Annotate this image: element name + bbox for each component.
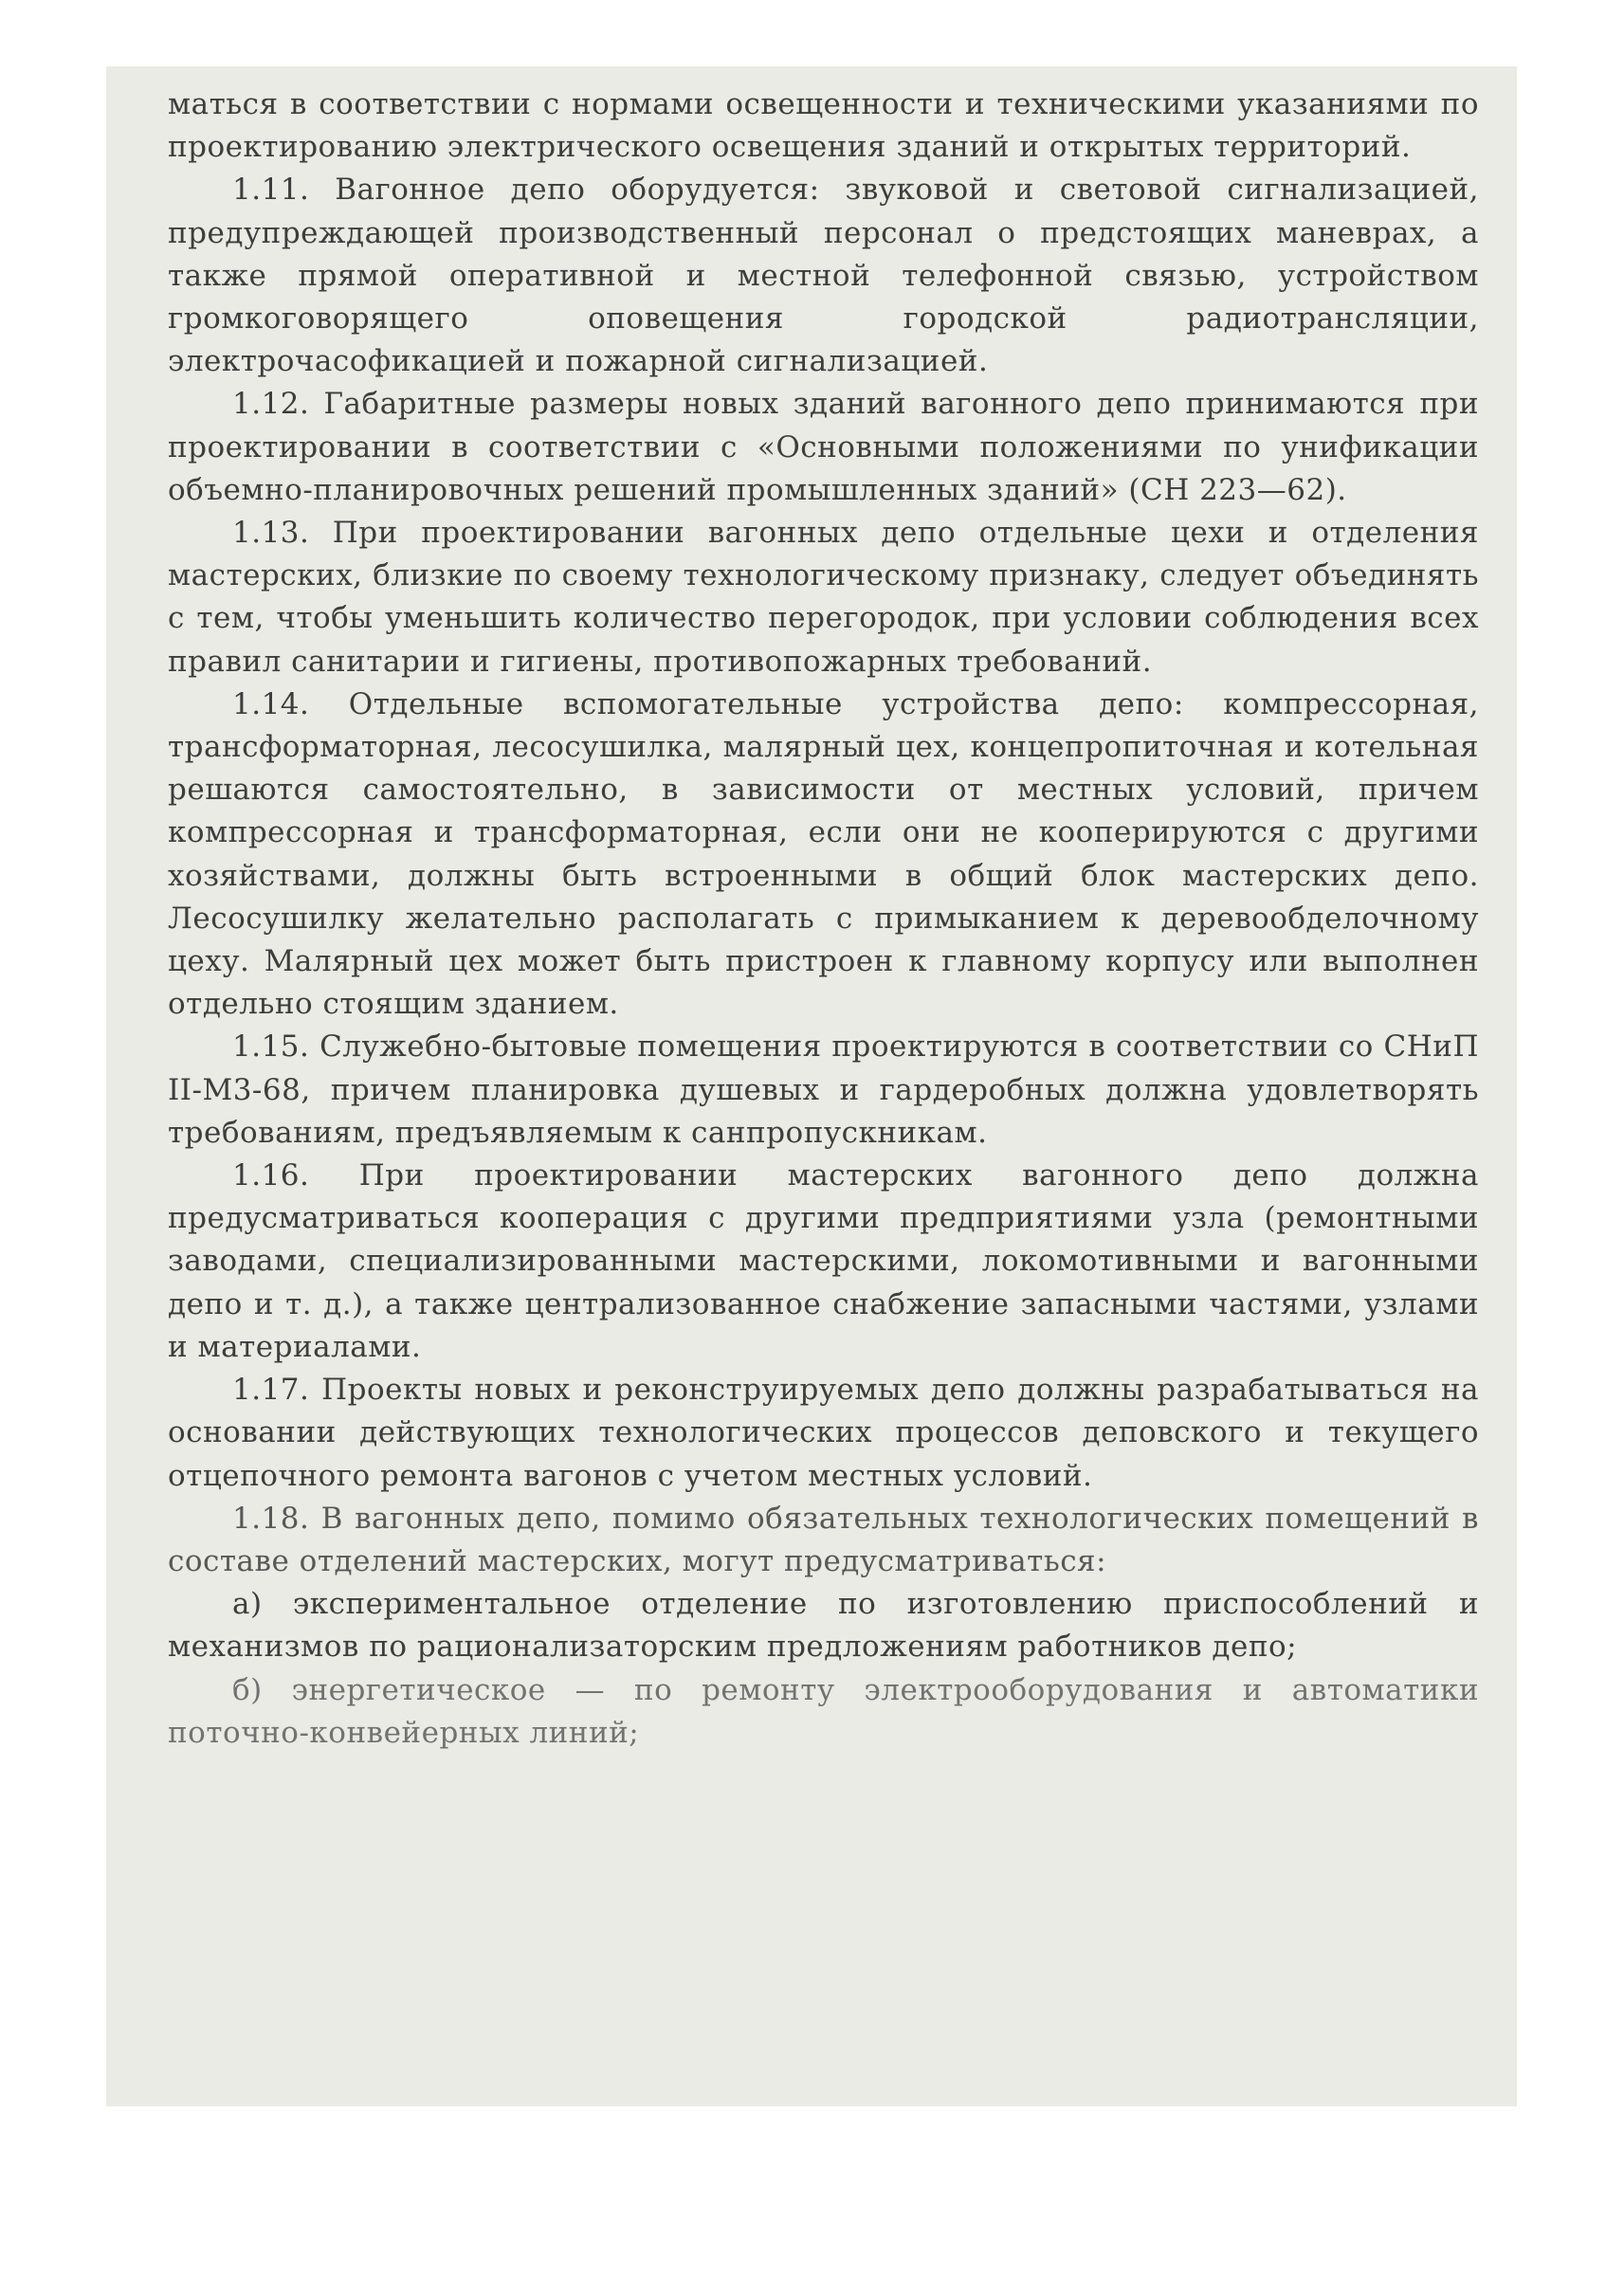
paragraph-1-12: 1.12. Габаритные размеры новых зданий вагонного депо принимаются при проектировании в соответствии с «Основными положениями по унификации объемно-планировочных решений промышленных зданий» (СН 223—62).: [168, 387, 1479, 507]
list-item-b: б) энергетическое — по ремонту электрооборудования и автоматики поточно-конвейерных линий;: [168, 1672, 1479, 1750]
list-item-a: а) экспериментальное отделение по изготовлению приспособлений и механизмов по рационализаторским предложениям работников депо;: [168, 1587, 1479, 1665]
scanned-page: [106, 66, 1517, 2106]
paragraph-1-14: 1.14. Отдельные вспомогательные устройства депо: компрессорная, трансформаторная, лесосушилка, малярный цех, концепропиточная и котельная решаются самостоятельно, в зависимости от местных условий, причем компрессорная и трансформаторная, если они не кооперируются с другими хозяйствами, должны быть встроенными в общий блок мастерских депо. Лесосушилку желательно располагать с примыканием к деревообделочному цеху. Малярный цех может быть пристроен к главному корпусу или выполнен отдельно стоящим зданием.: [168, 686, 1479, 1022]
paragraph-1-18: 1.18. В вагонных депо, помимо обязательных технологических помещений в составе отделений мастерских, могут предусматриваться:: [168, 1501, 1479, 1578]
paragraph-1-13: 1.13. При проектировании вагонных депо отдельные цехи и отделения мастерских, близкие по своему технологическому признаку, следует объединять с тем, чтобы уменьшить количество перегородок, при условии соблюдения всех правил санитарии и гигиены, противопожарных требований.: [168, 516, 1479, 679]
paragraph-1-11: 1.11. Вагонное депо оборудуется: звуковой и световой сигнализацией, предупреждающей производственный персонал о предстоящих маневрах, а также прямой оперативной и местной телефонной связью, устройством громкоговорящего оповещения городской радиотрансляции, электрочасофикацией и пожарной сигнализацией.: [168, 173, 1479, 379]
paragraph-1-15: 1.15. Служебно-бытовые помещения проектируются в соответствии со СНиП II-М3-68, причем планировка душевых и гардеробных должна удовлетворять требованиям, предъявляемым к санпропускникам.: [168, 1029, 1479, 1150]
paragraph-1-16: 1.16. При проектировании мастерских вагонного депо должна предусматриваться кооперация с другими предприятиями узла (ремонтными заводами, специализированными мастерскими, локомотивными и вагонными депо и т. д.), а также централизованное снабжение запасными частями, узлами и материалами.: [168, 1158, 1479, 1364]
body-text: [168, 83, 1479, 1755]
paragraph-1-17: 1.17. Проекты новых и реконструируемых депо должны разрабатываться на основании действующих технологических процессов деповского и текущего отцепочного ремонта вагонов с учетом местных условий.: [168, 1373, 1479, 1493]
paragraph-continuation: маться в соответствии с нормами освещенности и техническими указаниями по проектированию электрического освещения зданий и открытых территорий.: [168, 87, 1479, 165]
